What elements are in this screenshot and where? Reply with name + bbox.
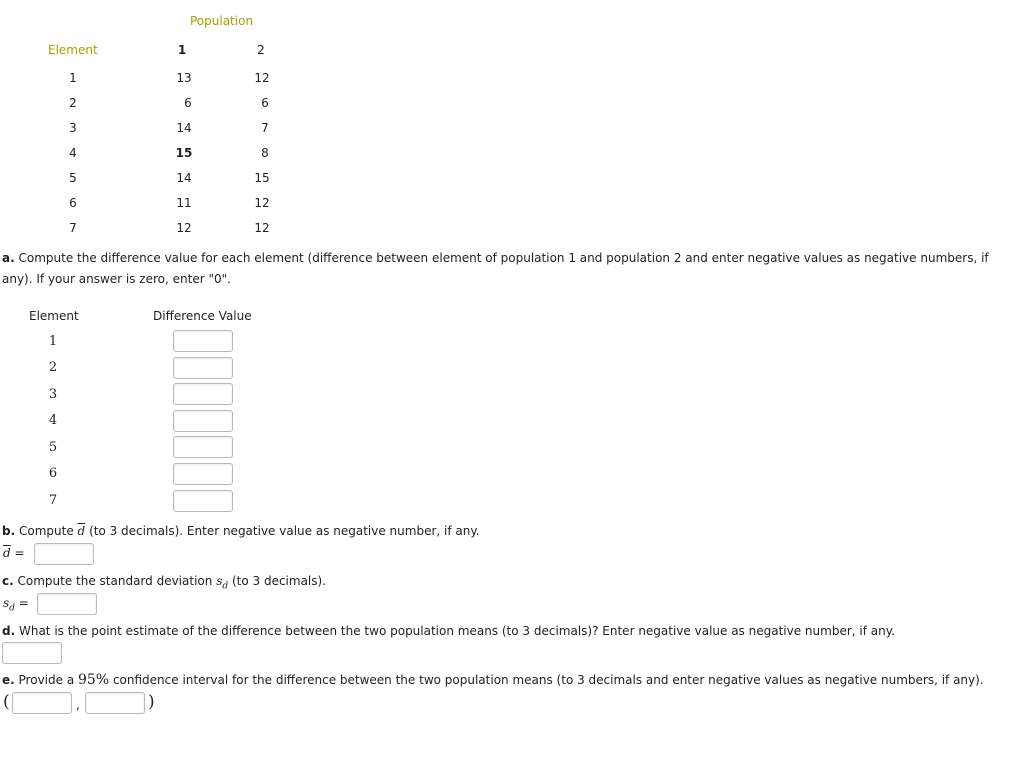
difference-input-4[interactable] [173,410,233,432]
ci-lower-input[interactable] [12,692,72,714]
answer-element-label: 1 [48,334,58,349]
difference-input-7[interactable] [173,490,233,512]
open-paren: ( [3,692,10,712]
row-population-2-value: 12 [254,196,270,210]
row-population-1-value: 15 [175,146,193,160]
d-bar-input[interactable] [34,543,94,565]
row-element: 2 [69,96,77,110]
sd-symbol: $s_d$ [216,574,229,592]
answer-element-label: 6 [48,466,58,481]
row-population-2-value: 12 [254,71,270,85]
question-d-label: d. [2,624,16,638]
question-d [2,621,895,642]
question-c-text-before: Compute the standard deviation [17,574,213,588]
close-paren: ) [148,692,155,712]
d-bar-label [3,544,25,562]
row-population-1-value: 11 [176,196,192,210]
population-header: Population [190,14,254,28]
confidence-percent: 95% [78,672,110,688]
row-population-1-value: 6 [184,96,192,110]
row-population-2-value: 15 [254,171,270,185]
answer-element-label: 5 [48,440,58,455]
difference-input-2[interactable] [173,357,233,379]
sd-label [3,594,29,617]
point-estimate-input[interactable] [2,642,62,664]
equals-sign: = [18,596,29,610]
question-e-text-after: confidence interval for the difference between the two population means (to 3 decimals and enter negative values as negative numbers, if any). [112,673,984,687]
sd-input[interactable] [37,593,97,615]
question-a-line1 [2,248,989,269]
row-population-1-value: 12 [176,221,192,235]
question-e [2,670,984,691]
d-bar-input-symbol: $\overline{d}$ [3,546,11,560]
question-c-label: c. [2,574,14,588]
question-e-label: e. [2,673,15,687]
answer-element-header: Element [29,309,79,323]
question-b-text-after: (to 3 decimals). Enter negative value as negative number, if any. [89,524,480,538]
question-c-text-after: (to 3 decimals). [231,574,327,588]
row-population-2-value: 7 [261,121,269,135]
ci-upper-input[interactable] [85,692,145,714]
question-e-text-before: Provide a [18,673,75,687]
row-element: 6 [69,196,77,210]
answer-element-label: 7 [48,493,58,508]
row-population-1-value: 14 [176,121,192,135]
row-population-1-value: 14 [176,171,192,185]
difference-input-3[interactable] [173,383,233,405]
answer-element-label: 4 [48,413,58,428]
question-b-label: b. [2,524,16,538]
question-a-label: a. [2,251,15,265]
question-b-text-before: Compute [18,524,74,538]
element-header: Element [48,43,98,57]
question-b [2,521,480,542]
row-population-2-value: 8 [261,146,269,160]
row-element: 3 [69,121,77,135]
row-population-2-value: 6 [261,96,269,110]
difference-input-1[interactable] [173,330,233,352]
row-element: 7 [69,221,77,235]
question-d-text: What is the point estimate of the difference between the two population means (to 3 decimals)? Enter negative value as negative number, if any. [18,624,895,638]
equals-sign: = [14,546,25,560]
population-2-header: 2 [257,43,265,57]
row-population-2-value: 12 [254,221,270,235]
row-element: 5 [69,171,77,185]
ci-comma: , [76,698,80,712]
question-a-text: Compute the difference value for each element (difference between element of population 1 and population 2 and enter negative values as negative numbers, if [18,251,989,265]
population-1-header: 1 [177,43,187,57]
question-a-line2: any). If your answer is zero, enter "0". [2,272,231,286]
d-bar-symbol: $\overline{d}$ [77,524,86,538]
answer-element-label: 2 [48,360,58,375]
row-element: 1 [69,71,77,85]
difference-input-6[interactable] [173,463,233,485]
row-population-1-value: 13 [176,71,192,85]
difference-input-5[interactable] [173,436,233,458]
sd-input-symbol: $s_d$ [3,596,15,614]
answer-element-label: 3 [48,387,58,402]
row-element: 4 [69,146,77,160]
difference-value-header: Difference Value [153,309,252,323]
